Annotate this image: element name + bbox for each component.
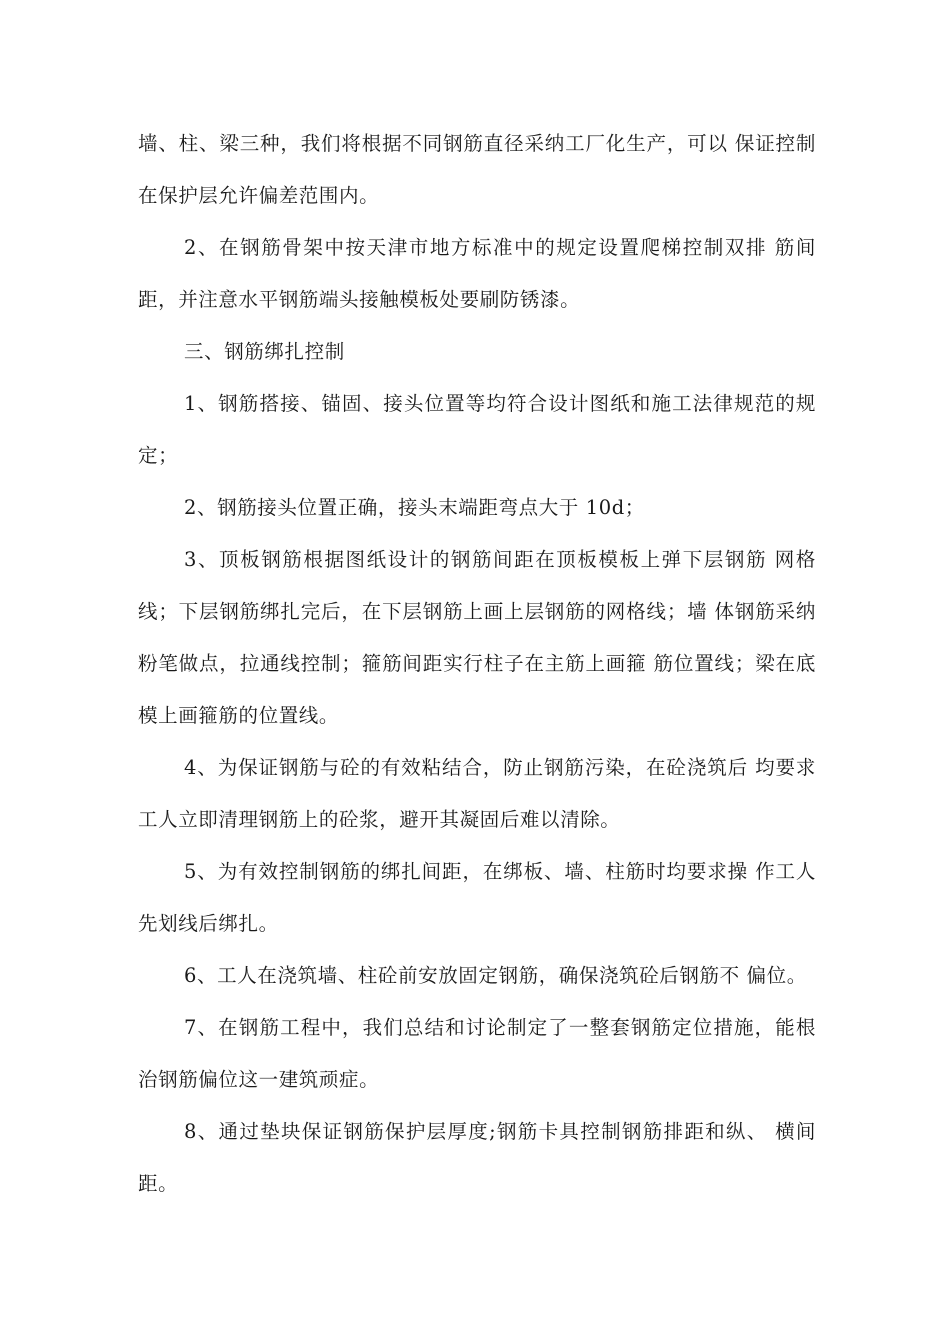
paragraph: 3、顶板钢筋根据图纸设计的钢筋间距在顶板模板上弹下层钢筋 网格线；下层钢筋绑扎完后，在下层钢筋上画上层钢筋的网格线；墙 体钢筋采纳粉笔做点，拉通线控制；箍筋间距实行柱子在主筋上画箍 筋位置线；梁在底模上画箍筋的位置线。: [138, 548, 816, 727]
paragraph: 4、为保证钢筋与砼的有效粘结合，防止钢筋污染，在砼浇筑后 均要求工人立即清理钢筋上的砼浆，避开其凝固后难以清除。: [138, 756, 816, 831]
paragraph: 7、在钢筋工程中，我们总结和讨论制定了一整套钢筋定位措施，能根治钢筋偏位这一建筑顽症。: [138, 1016, 816, 1091]
document-body: [138, 118, 816, 1210]
paragraph: 5、为有效控制钢筋的绑扎间距，在绑板、墙、柱筋时均要求操 作工人先划线后绑扎。: [138, 860, 816, 935]
section-heading: 三、钢筋绑扎控制: [184, 340, 345, 363]
paragraph: 2、钢筋接头位置正确，接头末端距弯点大于 10d；: [184, 496, 645, 519]
paragraph: 1、钢筋搭接、锚固、接头位置等均符合设计图纸和施工法律规范的规定；: [138, 392, 816, 467]
paragraph: 6、工人在浇筑墙、柱砼前安放固定钢筋，确保浇筑砼后钢筋不 偏位。: [184, 964, 807, 987]
paragraph: 2、在钢筋骨架中按天津市地方标准中的规定设置爬梯控制双排 筋间距，并注意水平钢筋端头接触模板处要刷防锈漆。: [138, 236, 816, 311]
paragraph: 墙、柱、梁三种，我们将根据不同钢筋直径采纳工厂化生产，可以 保证控制在保护层允许偏差范围内。: [138, 132, 816, 207]
paragraph: 8、通过垫块保证钢筋保护层厚度;钢筋卡具控制钢筋排距和纵、 横间距。: [138, 1120, 816, 1195]
